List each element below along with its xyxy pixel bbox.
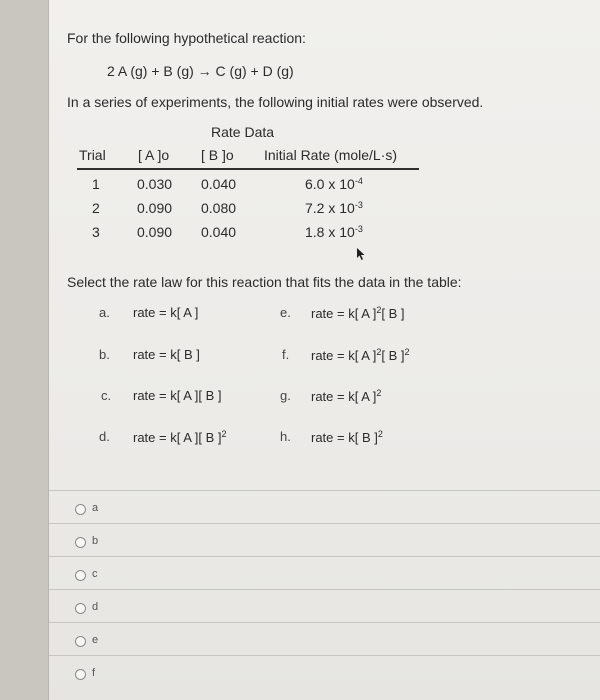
option-text: rate = k[ B ] [133,347,200,362]
option-letter: f. [282,347,290,362]
answer-choice-c[interactable] [49,556,600,589]
cell-a: 0.030 [137,176,173,192]
option-text: rate = k[ B ]$^2$ [311,429,383,445]
cell-a: 0.090 [137,224,173,240]
option-text: rate = k[ A ]$^2$[ B ] [311,305,405,321]
radio-button[interactable] [75,603,86,614]
question-series-text: In a series of experiments, the following initial rates were observed. [67,94,484,110]
table-header-rule [77,168,419,170]
answer-choice-e[interactable] [49,622,600,655]
answer-choice-f[interactable] [49,655,600,688]
choice-label: f [92,667,96,679]
option-letter: e. [280,305,291,320]
radio-button[interactable] [75,636,86,647]
radio-button[interactable] [75,537,86,548]
reaction-equation: 2 A (g) + B (g) → C (g) + D (g) [107,63,294,79]
option-letter: h. [280,429,291,444]
option-letter: b. [99,347,110,362]
cell-rate: 6.0 x $10^{-4}$ [305,176,363,192]
option-letter: a. [99,305,110,320]
option-letter: c. [101,388,112,403]
option-text: rate = k[ A ]$^2$[ B ]$^2$ [311,347,410,363]
choice-label: c [92,568,98,580]
mouse-pointer-icon [356,247,366,261]
cell-trial: 1 [92,176,100,192]
radio-button[interactable] [75,570,86,581]
header-concentration-a: [ A ]o [138,147,170,163]
header-trial: Trial [79,147,106,163]
option-text: rate = k[ A ]$^2$ [311,388,382,404]
choice-label: b [92,535,99,547]
select-prompt: Select the rate law for this reaction that fits the data in the table: [67,274,462,290]
option-text: rate = k[ A ][ B ] [133,388,222,403]
answer-choice-a[interactable] [49,490,600,523]
cell-rate: 1.8 x $10^{-3}$ [305,224,363,240]
answer-choice-b[interactable] [49,523,600,556]
header-concentration-b: [ B ]o [201,147,234,163]
choice-label: a [92,502,99,514]
answer-choice-d[interactable] [49,589,600,622]
question-sheet [48,0,600,700]
option-text: rate = k[ A ] [133,305,199,320]
cell-trial: 3 [92,224,100,240]
table-title: Rate Data [211,124,275,140]
cell-b: 0.080 [201,200,237,216]
cell-a: 0.090 [137,200,173,216]
cell-b: 0.040 [201,176,237,192]
option-text: rate = k[ A ][ B ]$^2$ [133,429,227,445]
choice-label: d [92,601,99,613]
cell-b: 0.040 [201,224,237,240]
radio-button[interactable] [75,504,86,515]
choice-label: e [92,634,99,646]
header-initial-rate: Initial Rate (mole/L·s) [264,147,398,163]
option-letter: d. [99,429,110,444]
cell-rate: 7.2 x $10^{-3}$ [305,200,363,216]
radio-button[interactable] [75,669,86,680]
cell-trial: 2 [92,200,100,216]
option-letter: g. [280,388,291,403]
question-intro: For the following hypothetical reaction: [67,30,306,46]
